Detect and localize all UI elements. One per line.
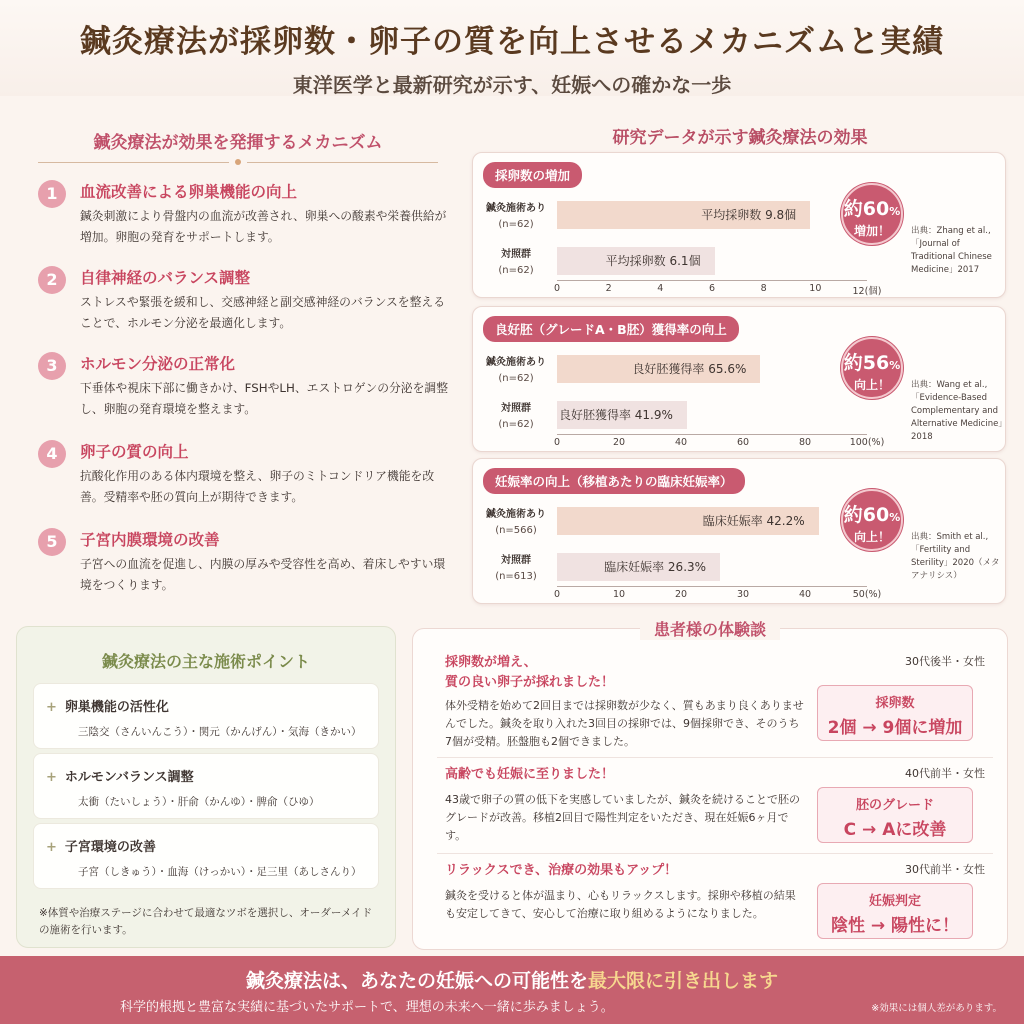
row-label-text: 対照群: [501, 403, 531, 414]
badge-label: 向上！: [853, 530, 890, 544]
tick-label: 6: [708, 283, 716, 294]
bar-label: 臨床妊娠率 42.2%: [702, 514, 805, 528]
divider: [437, 757, 993, 758]
row-label-text: 対照群: [501, 555, 531, 566]
research-card: [472, 152, 1006, 298]
result-box: [817, 685, 973, 741]
treatment-label: [479, 507, 553, 539]
tick-label: 60: [736, 437, 750, 448]
treatment-points-panel: [16, 626, 396, 948]
badge-unit: %: [889, 359, 901, 372]
point-card: [33, 823, 379, 889]
mechanism-text: 鍼灸刺激により骨盤内の血流が改善され、卵巣への酸素や栄養供給が増加。卵胞の発育をサポートします。: [80, 209, 447, 244]
bar-treatment: [557, 355, 760, 383]
x-axis: [557, 434, 867, 435]
tick-label: 20: [674, 589, 688, 600]
point-card: [33, 683, 379, 749]
bar-treatment: [557, 201, 810, 229]
tick-label: 20: [612, 437, 626, 448]
number-badge: 4: [38, 440, 66, 468]
result-label: 採卵数: [875, 696, 915, 711]
mechanism-text: 子宮への血流を促進し、内膜の厚みや受容性を高め、着床しやすい環境をつくります。: [80, 557, 446, 592]
point-heading-text: ホルモンバランス調整: [64, 770, 194, 785]
result-value: 2個 → 9個に増加: [827, 718, 963, 738]
tick-label: 0: [553, 589, 561, 600]
testimonial-meta: 40代前半・女性: [905, 767, 985, 780]
tick-label: 50(%): [852, 589, 882, 600]
research-card: [472, 458, 1006, 604]
badge-label: 向上！: [853, 378, 890, 392]
result-box: [817, 787, 973, 843]
result-label: 妊娠判定: [868, 894, 921, 909]
tick-label: 8: [760, 283, 767, 294]
bar-label: 良好胚獲得率 41.9%: [558, 408, 673, 422]
tick-label: 40: [798, 589, 812, 600]
control-label: [479, 247, 553, 279]
point-heading: [46, 696, 169, 715]
bar-treatment: [557, 507, 819, 535]
bar-control: [557, 553, 720, 581]
page-header: [0, 0, 1024, 96]
tick-label: 40: [674, 437, 688, 448]
testimonials-title: 患者様の体験談: [640, 617, 780, 640]
number-badge: 5: [38, 528, 66, 556]
row-label-text: 対照群: [501, 249, 531, 260]
tick-label: 0: [553, 437, 561, 448]
badge-unit: %: [889, 511, 901, 524]
x-axis: [557, 586, 867, 587]
bar-label: 平均採卵数 9.8個: [701, 208, 797, 222]
testimonial-text: 鍼灸を受けると体が温まり、心もリラックスします。採卵や移植の結果も安定してきて、安心して治療に取り組めるようになりました。: [445, 889, 796, 920]
point-heading-text: 子宮環境の改善: [64, 840, 156, 855]
testimonials-panel: [412, 620, 1008, 950]
footer-highlight: 最大限に引き出します: [588, 970, 779, 992]
increase-badge: [841, 183, 903, 245]
testimonial-heading: リラックスでき、治療の効果もアップ！: [445, 863, 678, 878]
mechanism-text: 下垂体や視床下部に働きかけ、FSHやLH、エストロゲンの分泌を調整し、卵胞の発育環境を整えます。: [80, 381, 448, 416]
title-ornament: [38, 159, 438, 165]
mechanism-heading: 子宮内膜環境の改善: [80, 530, 220, 549]
source-citation: 出典：Zhang et al., 「Journal of Traditional Chinese Medicine」2017: [911, 226, 992, 275]
points-note: ※体質や治療ステージに合わせて最適なツボを選択し、オーダーメイドの施術を行います。: [39, 907, 373, 936]
testimonial-heading: 採卵数が増え、 質の良い卵子が採れました！: [445, 655, 615, 690]
sample-size: (n=62): [498, 419, 534, 430]
tick-label: 12(個): [852, 286, 882, 297]
card-tag: 妊娠率の向上（移植あたりの臨床妊娠率）: [483, 468, 745, 494]
plus-icon: +: [46, 770, 57, 785]
divider: [437, 853, 993, 854]
point-heading: [46, 836, 156, 855]
badge-value: 約56: [843, 352, 890, 374]
mechanism-text: ストレスや緊張を緩和し、交感神経と副交感神経のバランスを整えることで、ホルモン分泌を最適化します。: [80, 295, 445, 330]
point-acupoints: 三陰交（さんいんこう）・関元（かんげん）・気海（きかい）: [78, 726, 362, 738]
result-value: 陰性 → 陽性に！: [830, 916, 960, 936]
sample-size: (n=62): [498, 265, 534, 276]
testimonial-meta: 30代後半・女性: [905, 655, 985, 668]
increase-badge: [841, 489, 903, 551]
source-citation: 出典：Wang et al., 「Evidence-Based Complementary and Alternative Medicine」2018: [911, 380, 1003, 442]
tick-label: 2: [605, 283, 612, 294]
bar-label: 平均採卵数 6.1個: [605, 254, 701, 268]
tick-label: 10: [612, 589, 626, 600]
number-badge: 2: [38, 266, 66, 294]
sample-size: (n=62): [498, 373, 534, 384]
testimonial-meta: 30代前半・女性: [905, 863, 985, 876]
mechanism-heading: ホルモン分泌の正常化: [80, 354, 236, 373]
row-label-text: 鍼灸施術あり: [486, 203, 546, 214]
plus-icon: +: [46, 840, 57, 855]
plus-icon: +: [46, 700, 57, 715]
control-label: [479, 553, 553, 585]
points-title: 鍼灸療法の主な施術ポイント: [101, 652, 310, 671]
card-tag: 採卵数の増加: [483, 162, 582, 188]
footer-headline: [0, 966, 1024, 993]
point-acupoints: 太衝（たいしょう）・肝俞（かんゆ）・脾俞（ひゆ）: [78, 796, 320, 808]
mechanism-title: 鍼灸療法が効果を発揮するメカニズム: [93, 133, 383, 153]
treatment-label: [479, 355, 553, 387]
page-subtitle: 東洋医学と最新研究が示す、妊娠への確かな一歩: [292, 73, 732, 97]
footer-banner: [0, 956, 1024, 1024]
tick-label: 0: [553, 283, 561, 294]
bar-label: 良好胚獲得率 65.6%: [632, 362, 747, 376]
badge-unit: %: [889, 205, 901, 218]
point-card: [33, 753, 379, 819]
tick-label: 4: [657, 283, 664, 294]
badge-value: 約60: [843, 504, 890, 526]
tick-label: 80: [798, 437, 812, 448]
page-title: 鍼灸療法が採卵数・卵子の質を向上させるメカニズムと実績: [80, 24, 944, 60]
bar-control: [557, 401, 687, 429]
treatment-label: [479, 201, 553, 233]
sample-size: (n=566): [495, 525, 537, 536]
row-label-text: 鍼灸施術あり: [486, 357, 546, 368]
point-acupoints: 子宮（しきゅう）・血海（けっかい）・足三里（あしさんり）: [78, 866, 362, 878]
result-box: [817, 883, 973, 939]
sample-size: (n=613): [495, 571, 537, 582]
x-axis: [557, 280, 867, 281]
number-badge: 3: [38, 352, 66, 380]
tick-label: 100(%): [849, 437, 885, 448]
mechanism-text: 抗酸化作用のある体内環境を整え、卵子のミトコンドリア機能を改善。受精率や胚の質向上が期待できます。: [80, 469, 435, 504]
point-heading-text: 卵巣機能の活性化: [64, 700, 169, 715]
mechanism-heading: 卵子の質の向上: [80, 442, 189, 461]
testimonial-text: 体外受精を始めて2回目までは採卵数が少なく、質もあまり良くありませんでした。鍼灸を取り入れた3回目の採卵では、9個採卵でき、そのうち7個が受精。胚盤胞も2個できました。: [445, 699, 804, 748]
mechanism-panel: [18, 110, 458, 610]
card-tag: 良好胚（グレードA・B胚）獲得率の向上: [483, 316, 739, 342]
research-card: [472, 306, 1006, 452]
badge-label: 増加！: [853, 224, 890, 238]
bar-control: [557, 247, 715, 275]
testimonial-heading: 高齢でも妊娠に至りました！: [445, 767, 615, 782]
footer-headline-text: 鍼灸療法は、あなたの妊娠への可能性を: [245, 970, 588, 992]
footer-disclaimer: ※効果には個人差があります。: [871, 1003, 1002, 1014]
bar-label: 臨床妊娠率 26.3%: [604, 560, 707, 574]
point-heading: [46, 766, 194, 785]
testimonial-text: 43歳で卵子の質の低下を実感していましたが、鍼灸を続けることで胚のグレードが改善。移植2回目で陽性判定をいただき、現在妊娠6ヶ月です。: [445, 793, 800, 842]
research-title: 研究データが示す鍼灸療法の効果: [612, 128, 868, 148]
mechanism-heading: 自律神経のバランス調整: [80, 268, 251, 287]
mechanism-heading: 血流改善による卵巣機能の向上: [80, 182, 298, 201]
result-value: C → Aに改善: [843, 820, 947, 840]
number-badge: 1: [38, 180, 66, 208]
tick-label: 30: [736, 589, 750, 600]
tick-label: 10: [809, 283, 822, 294]
increase-badge: [841, 337, 903, 399]
result-label: 胚のグレード: [855, 798, 934, 813]
badge-value: 約60: [843, 198, 890, 220]
row-label-text: 鍼灸施術あり: [486, 509, 546, 520]
sample-size: (n=62): [498, 219, 534, 230]
control-label: [479, 401, 553, 433]
source-citation: 出典：Smith et al., 「Fertility and Sterility」2020（メタアナリシス）: [911, 532, 1000, 581]
footer-subtext: 科学的根拠と豊富な実績に基づいたサポートで、理想の未来へ一緒に歩みましょう。: [120, 1000, 614, 1015]
